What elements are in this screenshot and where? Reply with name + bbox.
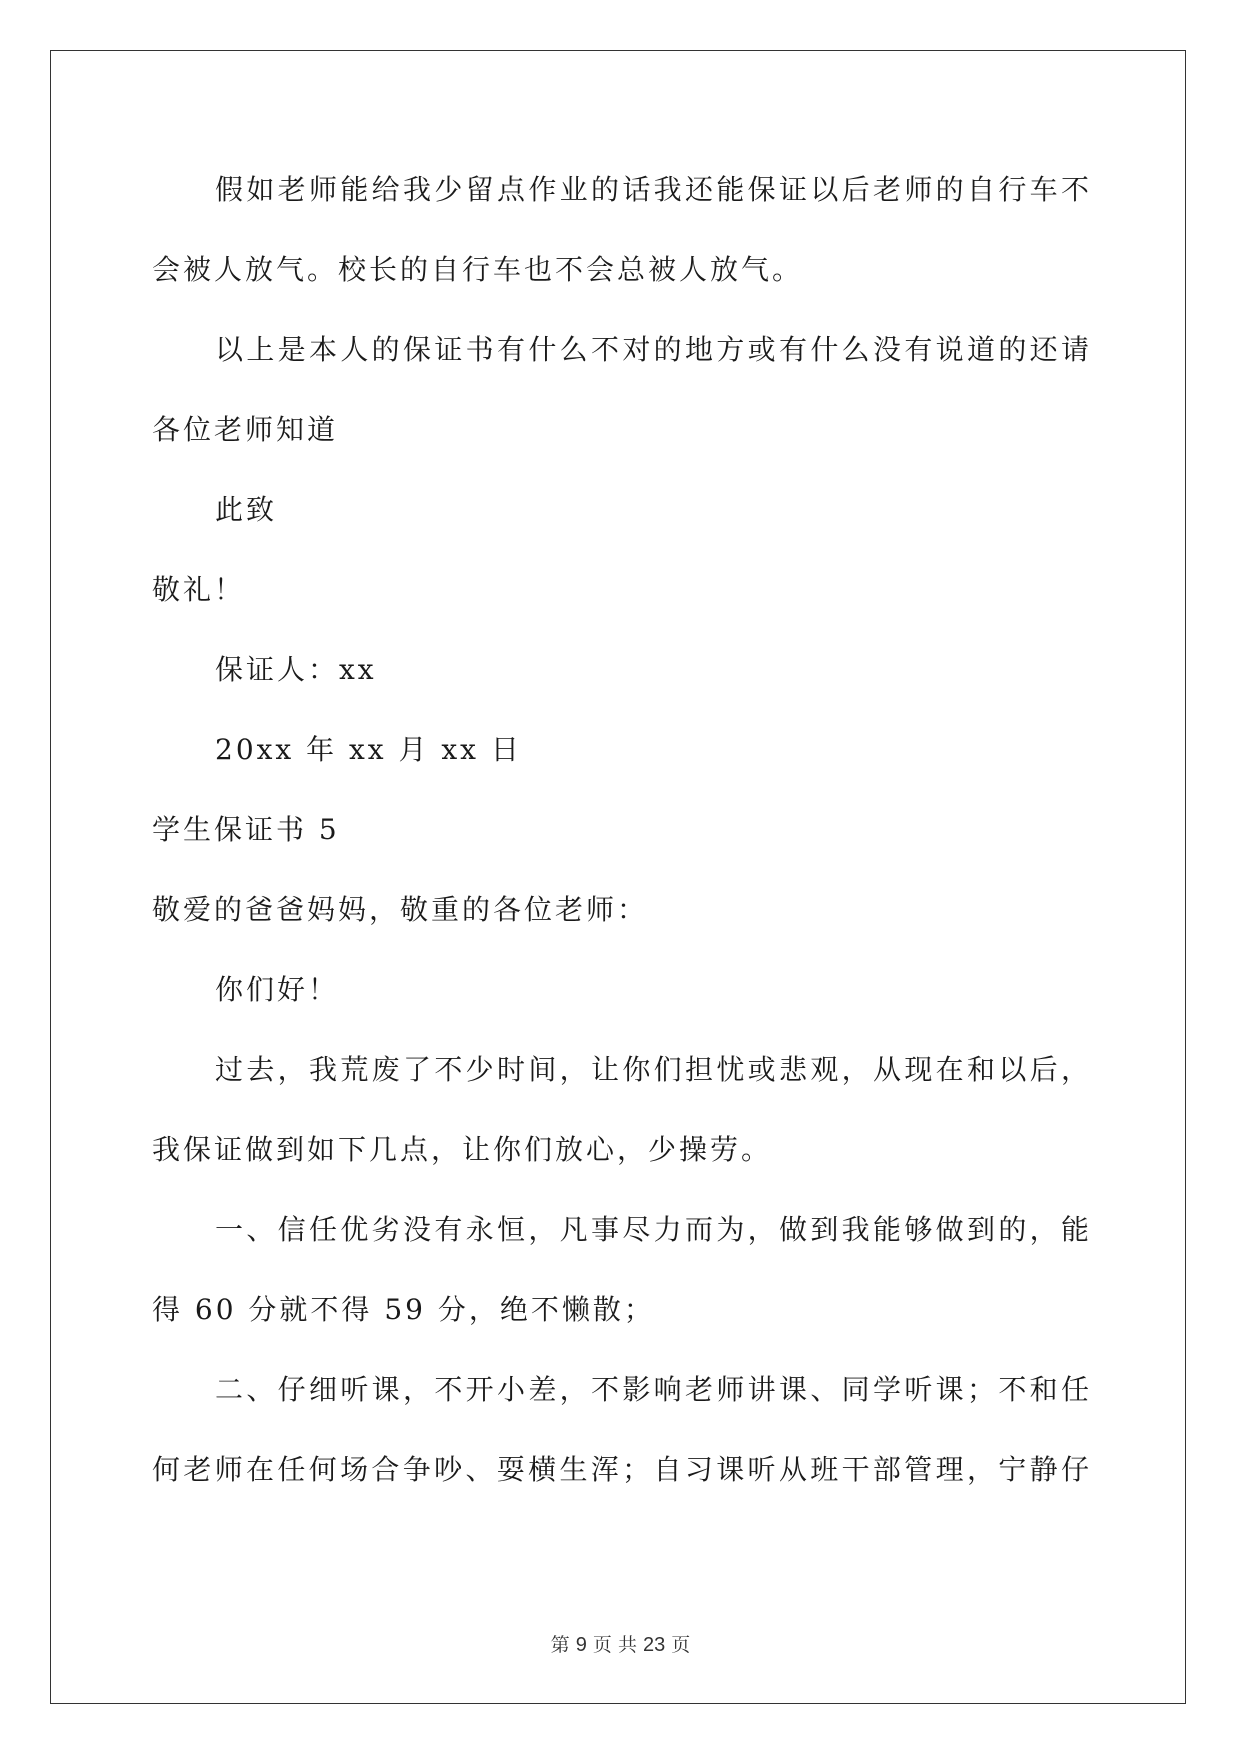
paragraph-line: 假如老师能给我少留点作业的话我还能保证以后老师的自行车不 — [215, 173, 1092, 206]
paragraph-line: 过去，我荒废了不少时间，让你们担忧或悲观，从现在和以后， — [215, 1053, 1092, 1086]
section-heading: 学生保证书 5 — [152, 813, 340, 846]
closing-salutation: 敬礼！ — [152, 573, 246, 606]
page-total: 23 — [643, 1634, 666, 1656]
closing-salutation: 此致 — [215, 493, 278, 526]
paragraph-line: 何老师在任何场合争吵、耍横生浑；自习课听从班干部管理，宁静仔 — [152, 1453, 1092, 1486]
page-label-prefix: 第 — [550, 1634, 570, 1656]
page-current: 9 — [575, 1634, 587, 1656]
paragraph-line: 各位老师知道 — [152, 413, 339, 446]
paragraph-line: 我保证做到如下几点，让你们放心，少操劳。 — [152, 1133, 773, 1166]
paragraph-line: 一、信任优劣没有永恒，凡事尽力而为，做到我能够做到的，能 — [215, 1213, 1092, 1246]
page-footer — [0, 1630, 1241, 1657]
paragraph-line: 会被人放气。校长的自行车也不会总被人放气。 — [152, 253, 804, 286]
signatory: 保证人：xx — [215, 653, 377, 686]
greeting-line: 敬爱的爸爸妈妈，敬重的各位老师： — [152, 893, 649, 926]
paragraph-line: 二、仔细听课，不开小差，不影响老师讲课、同学听课；不和任 — [215, 1373, 1092, 1406]
paragraph-line: 得 60 分就不得 59 分，绝不懒散； — [152, 1293, 655, 1326]
greeting-line: 你们好！ — [215, 973, 340, 1006]
paragraph-line: 以上是本人的保证书有什么不对的地方或有什么没有说道的还请 — [215, 333, 1092, 366]
date-line: 20xx 年 xx 月 xx 日 — [215, 733, 522, 766]
page-label-suffix: 页 — [671, 1634, 691, 1656]
page-label-mid: 页 共 — [592, 1634, 637, 1656]
